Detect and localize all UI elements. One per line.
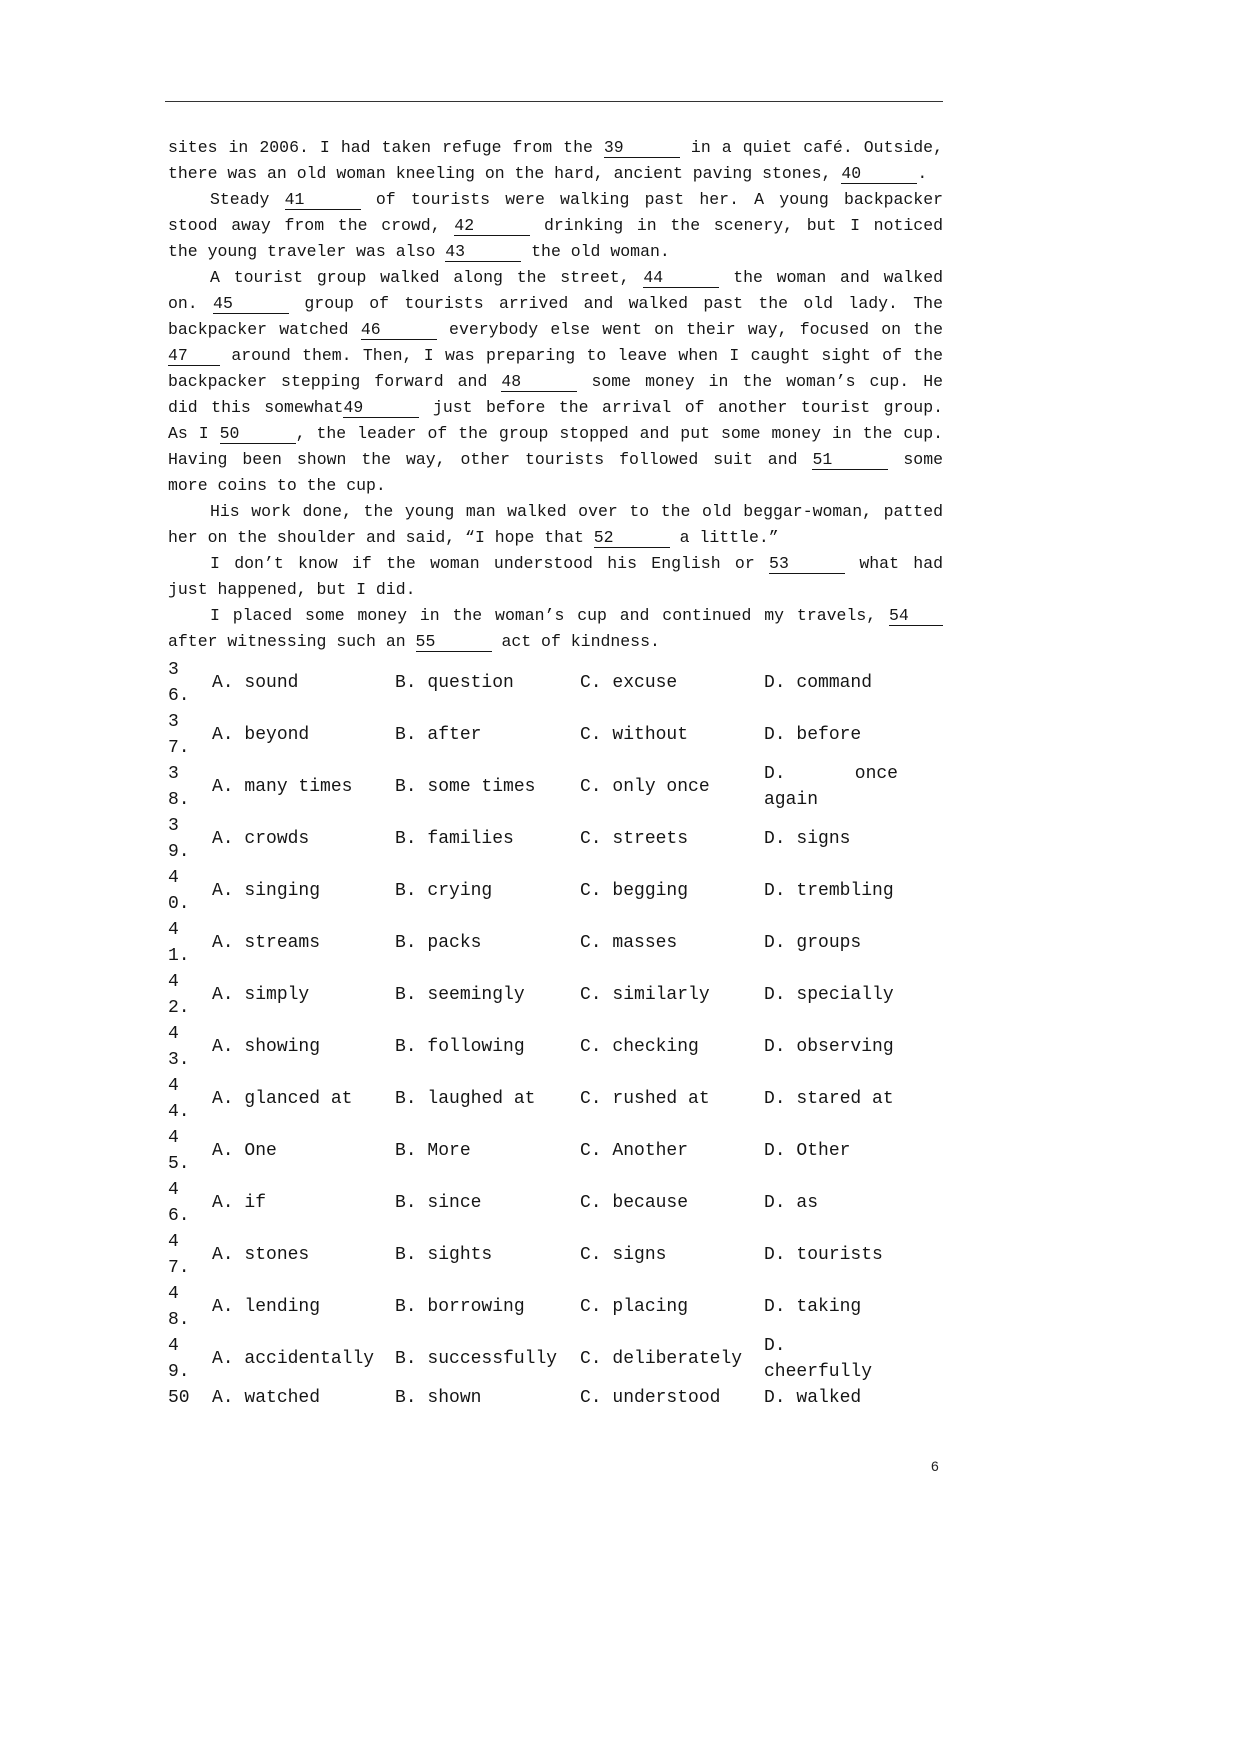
option-letter: D. [764, 1141, 786, 1161]
passage-line [168, 525, 943, 551]
option-d [764, 1294, 898, 1320]
option-letter: D. [764, 1388, 786, 1408]
passage-text: His work done, the young man walked over to the old beggar-woman, patted [210, 502, 943, 521]
option-d [764, 1138, 898, 1164]
option-d [764, 1333, 898, 1385]
option-letter: D. [764, 829, 786, 849]
question-row [168, 1177, 898, 1229]
answer-blank: 53 [769, 554, 845, 574]
passage-line [168, 447, 943, 473]
passage-text: the woman and walked [719, 268, 943, 287]
option-text: crowds [244, 829, 310, 849]
passage-line [168, 577, 943, 603]
option-text: trembling [796, 881, 894, 901]
passage-text: just before the arrival of another tourist group. [419, 398, 943, 417]
option-a [212, 982, 395, 1008]
passage-text: , the leader of the group stopped and put some money in the cup. [295, 424, 944, 443]
option-text: shown [427, 1388, 482, 1408]
option-text: masses [612, 933, 678, 953]
option-text: if [244, 1193, 267, 1213]
passage-text: Having been shown the way, other tourists followed suit and [168, 450, 813, 469]
option-b [395, 1242, 580, 1268]
option-c [580, 1294, 764, 1320]
option-letter: B. [395, 1349, 417, 1369]
answer-blank: 45 [213, 294, 289, 314]
question-row [168, 813, 898, 865]
option-c [580, 1034, 764, 1060]
passage-line [168, 291, 943, 317]
option-text: begging [612, 881, 689, 901]
passage-text: the young traveler was also [168, 242, 446, 261]
passage-text: I don’t know if the woman understood his English or [210, 554, 770, 573]
option-text: observing [796, 1037, 894, 1057]
passage-line [168, 213, 943, 239]
option-text: streams [244, 933, 321, 953]
option-letter: C. [580, 985, 602, 1005]
option-text: Other [796, 1141, 851, 1161]
option-b [395, 774, 580, 800]
option-d [764, 930, 898, 956]
option-letter: A. [212, 1193, 234, 1213]
answer-blank: 52 [594, 528, 670, 548]
option-text: as [796, 1193, 819, 1213]
passage-paragraph [168, 265, 943, 499]
question-row [168, 1073, 898, 1125]
option-letter: A. [212, 1089, 234, 1109]
passage-text: As I [168, 424, 220, 443]
option-letter: B. [395, 1089, 417, 1109]
option-text: after [427, 725, 482, 745]
passage-paragraph [168, 551, 943, 603]
option-letter: C. [580, 1193, 602, 1213]
option-text: similarly [612, 985, 710, 1005]
passage-line [168, 629, 943, 655]
option-a [212, 1346, 395, 1372]
option-b [395, 1034, 580, 1060]
option-text: stones [244, 1245, 310, 1265]
passage-text: act of kindness. [491, 632, 660, 651]
passage-text: backpacker stepping forward and [168, 372, 502, 391]
option-text: rushed at [612, 1089, 710, 1109]
option-text: families [427, 829, 514, 849]
option-a [212, 878, 395, 904]
option-letter: B. [395, 673, 417, 693]
option-letter: A. [212, 725, 234, 745]
option-text: question [427, 673, 514, 693]
option-letter: A. [212, 1245, 234, 1265]
passage-line [168, 603, 943, 629]
option-letter: B. [395, 1297, 417, 1317]
passage-line [168, 421, 943, 447]
option-d [764, 878, 898, 904]
option-a [212, 1086, 395, 1112]
option-letter: D. [764, 933, 786, 953]
option-text: watched [244, 1388, 321, 1408]
question-number: 50 [168, 1388, 190, 1408]
option-letter: A. [212, 933, 234, 953]
option-text: packs [427, 933, 482, 953]
option-letter: B. [395, 1245, 417, 1265]
passage-text: of tourists were walking past her. A young backpacker [360, 190, 944, 209]
option-text: before [796, 725, 862, 745]
option-letter: A. [212, 777, 234, 797]
option-letter: D. [764, 1193, 786, 1213]
option-a [212, 670, 395, 696]
question-row [168, 1229, 898, 1281]
passage-line [168, 343, 943, 369]
answer-blank: 54 [889, 606, 943, 626]
option-text: accidentally [244, 1349, 375, 1369]
question-number: 44. [168, 1076, 190, 1122]
option-text: many times [244, 777, 353, 797]
option-letter: C. [580, 881, 602, 901]
option-text: only once [612, 777, 710, 797]
option-text: streets [612, 829, 689, 849]
option-letter: A. [212, 1388, 234, 1408]
passage-text: around them. Then, I was preparing to leave when I caught sight of the [220, 346, 943, 365]
option-c [580, 1346, 764, 1372]
question-number: 37. [168, 712, 190, 758]
option-text: seemingly [427, 985, 525, 1005]
question-number: 39. [168, 816, 190, 862]
option-d [764, 722, 898, 748]
option-text: singing [244, 881, 321, 901]
option-letter: C. [580, 1141, 602, 1161]
option-b [395, 670, 580, 696]
option-b [395, 1086, 580, 1112]
option-b [395, 930, 580, 956]
option-text: because [612, 1193, 689, 1213]
option-text: command [796, 673, 873, 693]
question-row [168, 1385, 898, 1411]
option-b [395, 982, 580, 1008]
passage-text: sites in 2006. I had taken refuge from the [168, 138, 604, 157]
question-row [168, 1125, 898, 1177]
option-c [580, 982, 764, 1008]
question-row [168, 709, 898, 761]
option-letter: C. [580, 829, 602, 849]
option-text: since [427, 1193, 482, 1213]
option-c [580, 1385, 764, 1411]
option-a [212, 826, 395, 852]
option-d [764, 826, 898, 852]
option-d [764, 670, 898, 696]
question-row [168, 1281, 898, 1333]
option-d [764, 982, 898, 1008]
passage-text: her on the shoulder and said, “I hope that [168, 528, 594, 547]
option-a [212, 1242, 395, 1268]
option-c [580, 774, 764, 800]
passage-line [168, 317, 943, 343]
passage-line [168, 265, 943, 291]
question-number: 48. [168, 1284, 190, 1330]
passage-text: just happened, but I did. [168, 580, 416, 599]
passage-text: some money in the woman’s cup. He [577, 372, 944, 391]
option-letter: B. [395, 1193, 417, 1213]
option-letter: B. [395, 1037, 417, 1057]
option-letter: B. [395, 881, 417, 901]
option-text: showing [244, 1037, 321, 1057]
option-c [580, 826, 764, 852]
passage-text: in a quiet café. Outside, [679, 138, 943, 157]
option-a [212, 930, 395, 956]
answer-blank: 49 [343, 398, 419, 418]
answer-blank: 46 [361, 320, 437, 340]
option-letter: A. [212, 1297, 234, 1317]
passage-text: some [888, 450, 943, 469]
question-number: 49. [168, 1336, 190, 1382]
question-number: 41. [168, 920, 190, 966]
option-text: More [427, 1141, 471, 1161]
option-b [395, 826, 580, 852]
question-row [168, 865, 898, 917]
answer-blank: 44 [643, 268, 719, 288]
question-number: 38. [168, 764, 190, 810]
option-d [764, 1385, 898, 1411]
passage-line [168, 395, 943, 421]
option-c [580, 878, 764, 904]
passage-paragraph [168, 603, 943, 655]
option-text: taking [796, 1297, 862, 1317]
option-a [212, 1034, 395, 1060]
passage-text: more coins to the cup. [168, 476, 386, 495]
passage-line [168, 239, 943, 265]
reading-passage [168, 135, 943, 655]
answer-blank: 43 [445, 242, 521, 262]
question-row [168, 761, 898, 813]
option-text: sights [427, 1245, 493, 1265]
passage-text: a little.” [669, 528, 779, 547]
option-letter: B. [395, 829, 417, 849]
page-number: 6 [931, 1458, 939, 1474]
option-letter: B. [395, 985, 417, 1005]
option-text: successfully [427, 1349, 558, 1369]
passage-line [168, 369, 943, 395]
passage-text: did this somewhat [168, 398, 344, 417]
option-text: tourists [796, 1245, 883, 1265]
question-number: 36. [168, 660, 190, 706]
passage-paragraph [168, 499, 943, 551]
question-number: 40. [168, 868, 190, 914]
option-text: groups [796, 933, 862, 953]
passage-text: after witnessing such an [168, 632, 416, 651]
passage-line [168, 135, 943, 161]
option-letter: D. [764, 764, 786, 784]
option-c [580, 670, 764, 696]
option-text: checking [612, 1037, 699, 1057]
passage-line [168, 551, 943, 577]
option-c [580, 1242, 764, 1268]
question-number: 47. [168, 1232, 190, 1278]
passage-paragraph [168, 187, 943, 265]
option-letter: D. [764, 1037, 786, 1057]
passage-line [168, 187, 943, 213]
passage-text: the old woman. [521, 242, 670, 261]
question-row [168, 969, 898, 1021]
option-letter: C. [580, 673, 602, 693]
question-row [168, 657, 898, 709]
option-letter: D. [764, 725, 786, 745]
option-c [580, 1086, 764, 1112]
option-letter: C. [580, 933, 602, 953]
answer-blank: 39 [604, 138, 680, 158]
option-c [580, 930, 764, 956]
option-letter: B. [395, 1141, 417, 1161]
option-letter: C. [580, 1388, 602, 1408]
option-letter: A. [212, 1349, 234, 1369]
option-letter: D. [764, 1245, 786, 1265]
question-number: 42. [168, 972, 190, 1018]
option-letter: D. [764, 1336, 786, 1356]
option-letter: C. [580, 1089, 602, 1109]
option-c [580, 1138, 764, 1164]
passage-line [168, 499, 943, 525]
passage-text: what had [845, 554, 943, 573]
option-b [395, 1385, 580, 1411]
option-text: some times [427, 777, 536, 797]
option-letter: D. [764, 673, 786, 693]
option-text: sound [244, 673, 299, 693]
option-a [212, 1190, 395, 1216]
option-d [764, 1034, 898, 1060]
option-letter: C. [580, 1297, 602, 1317]
option-text: cheerfully [764, 1362, 873, 1382]
option-text: glanced at [244, 1089, 353, 1109]
option-text: Another [612, 1141, 689, 1161]
option-text: specially [796, 985, 894, 1005]
option-c [580, 722, 764, 748]
option-letter: A. [212, 985, 234, 1005]
option-letter: C. [580, 777, 602, 797]
option-text: laughed at [427, 1089, 536, 1109]
option-letter: B. [395, 1388, 417, 1408]
option-letter: B. [395, 725, 417, 745]
answer-blank: 47 [168, 346, 220, 366]
option-a [212, 1138, 395, 1164]
option-text: excuse [612, 673, 678, 693]
option-a [212, 1385, 395, 1411]
question-row [168, 1333, 898, 1385]
option-text: placing [612, 1297, 689, 1317]
answer-blank: 41 [285, 190, 361, 210]
option-letter: A. [212, 881, 234, 901]
option-letter: C. [580, 725, 602, 745]
option-letter: A. [212, 673, 234, 693]
option-letter: B. [395, 933, 417, 953]
passage-text: drinking in the scenery, but I noticed [530, 216, 943, 235]
option-d [764, 1242, 898, 1268]
answer-blank: 42 [454, 216, 530, 236]
option-letter: A. [212, 1141, 234, 1161]
answer-blank: 55 [416, 632, 492, 652]
passage-line [168, 473, 943, 499]
option-letter: C. [580, 1037, 602, 1057]
passage-text: on. [168, 294, 214, 313]
option-text: lending [244, 1297, 321, 1317]
passage-text: A tourist group walked along the street, [210, 268, 644, 287]
option-letter: D. [764, 1089, 786, 1109]
passage-text: group of tourists arrived and walked past the old lady. The [289, 294, 943, 313]
option-text: understood [612, 1388, 721, 1408]
option-text: once again [764, 764, 898, 810]
option-text: without [612, 725, 689, 745]
question-number: 45. [168, 1128, 190, 1174]
passage-text: I placed some money in the woman’s cup and continued my travels, [210, 606, 889, 625]
option-a [212, 722, 395, 748]
option-c [580, 1190, 764, 1216]
option-text: simply [244, 985, 310, 1005]
option-letter: D. [764, 985, 786, 1005]
option-letter: A. [212, 1037, 234, 1057]
option-letter: A. [212, 829, 234, 849]
option-b [395, 1190, 580, 1216]
option-text: walked [796, 1388, 862, 1408]
option-d [764, 1086, 898, 1112]
option-letter: D. [764, 881, 786, 901]
answer-blank: 40 [841, 164, 917, 184]
passage-text: backpacker watched [168, 320, 361, 339]
passage-text: everybody else went on their way, focused on the [436, 320, 943, 339]
question-number: 46. [168, 1180, 190, 1226]
option-letter: C. [580, 1349, 602, 1369]
option-b [395, 722, 580, 748]
question-row [168, 917, 898, 969]
header-rule [165, 101, 943, 102]
option-text: borrowing [427, 1297, 525, 1317]
option-b [395, 1294, 580, 1320]
option-a [212, 774, 395, 800]
option-text: crying [427, 881, 493, 901]
answer-blank: 51 [812, 450, 888, 470]
answer-blank: 48 [501, 372, 577, 392]
question-row [168, 1021, 898, 1073]
passage-text: stood away from the crowd, [168, 216, 455, 235]
option-text: following [427, 1037, 525, 1057]
option-a [212, 1294, 395, 1320]
passage-line [168, 161, 943, 187]
option-text: stared at [796, 1089, 894, 1109]
option-letter: D. [764, 1297, 786, 1317]
option-letter: B. [395, 777, 417, 797]
passage-paragraph [168, 135, 943, 187]
options-table [168, 657, 898, 1411]
option-d [764, 761, 898, 813]
option-text: deliberately [612, 1349, 743, 1369]
option-b [395, 1346, 580, 1372]
option-text: beyond [244, 725, 310, 745]
passage-text: there was an old woman kneeling on the hard, ancient paving stones, [168, 164, 842, 183]
option-text: signs [796, 829, 851, 849]
passage-text: . [917, 164, 928, 183]
option-letter: C. [580, 1245, 602, 1265]
passage-text: Steady [210, 190, 285, 209]
option-text: One [244, 1141, 277, 1161]
option-b [395, 1138, 580, 1164]
question-number: 43. [168, 1024, 190, 1070]
option-d [764, 1190, 898, 1216]
option-text: signs [612, 1245, 667, 1265]
option-b [395, 878, 580, 904]
answer-blank: 50 [220, 424, 296, 444]
